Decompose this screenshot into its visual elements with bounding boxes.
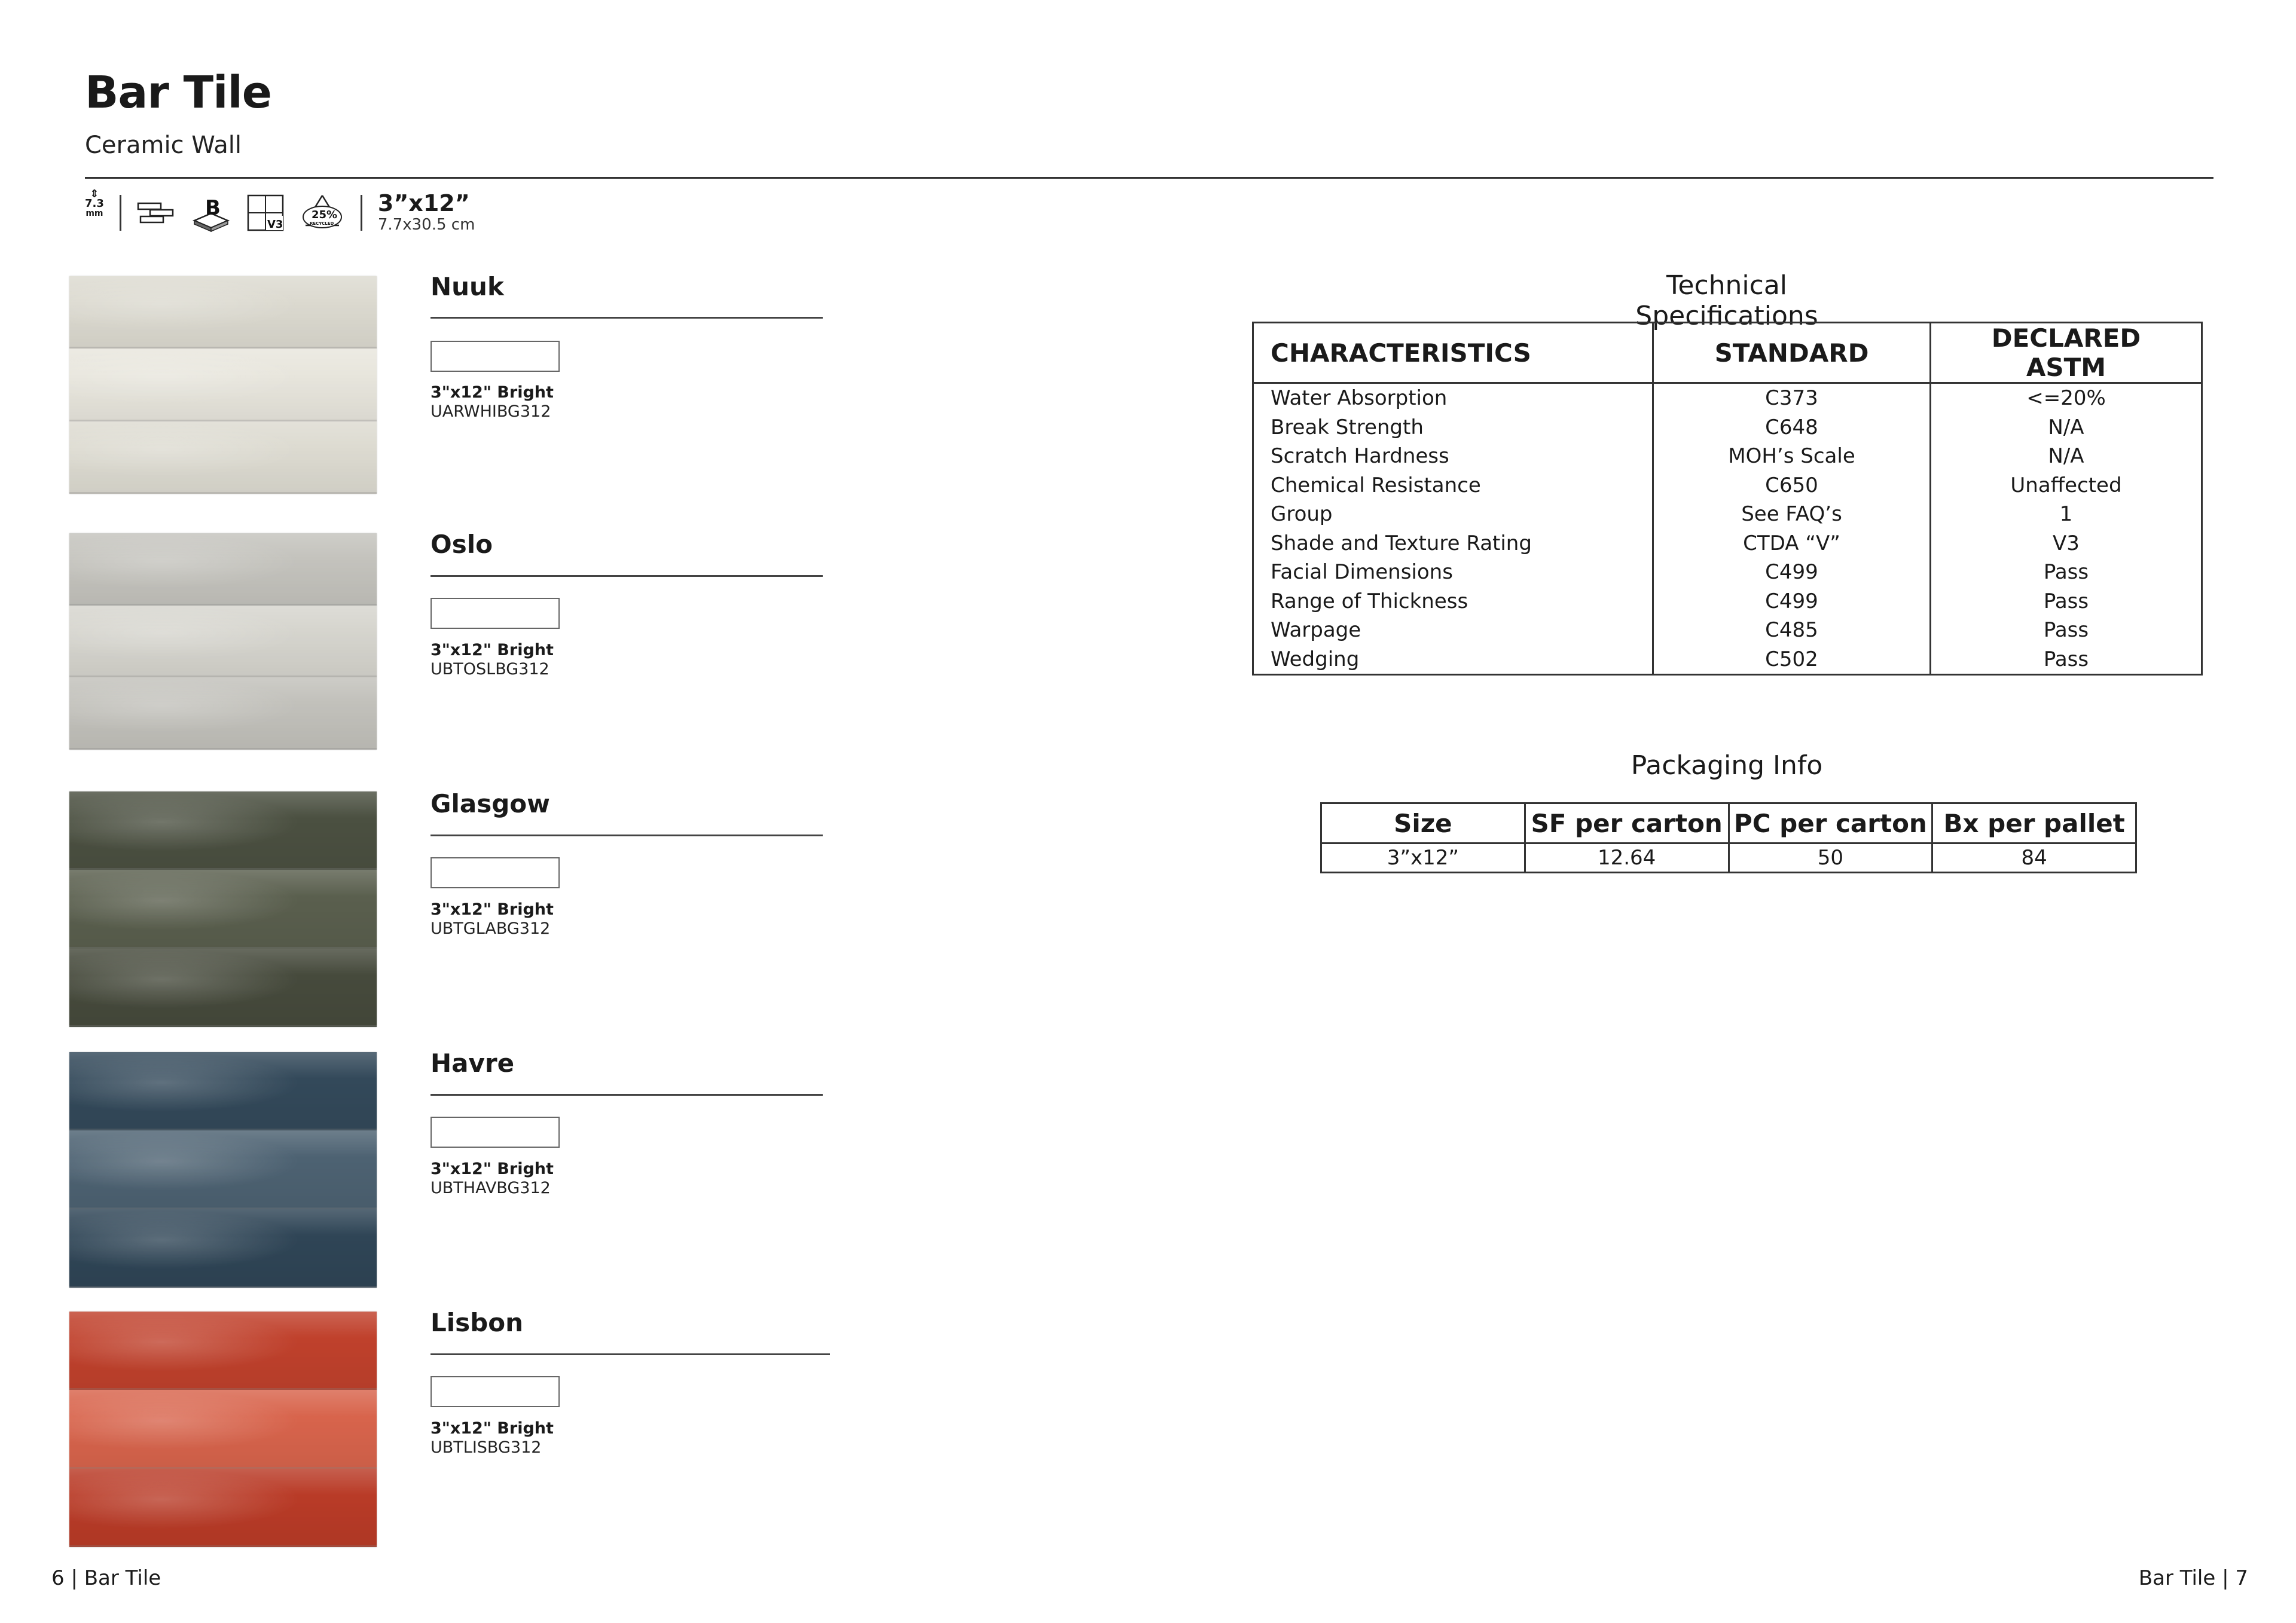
color-sample-box bbox=[430, 598, 560, 629]
column-header: CHARACTERISTICS bbox=[1253, 323, 1653, 383]
product-divider bbox=[430, 1353, 830, 1355]
product-divider bbox=[430, 317, 823, 319]
recycled-label: RECYCLED bbox=[309, 221, 334, 226]
product-name: Lisbon bbox=[430, 1308, 523, 1337]
column-header: STANDARD bbox=[1653, 323, 1931, 383]
tile-plank bbox=[69, 349, 377, 421]
table-cell: C499 bbox=[1653, 587, 1931, 616]
tile-swatch bbox=[69, 1312, 377, 1547]
product-finish: 3"x12" Bright bbox=[430, 383, 554, 402]
brick-pattern-icon bbox=[137, 190, 175, 236]
tile-plank bbox=[69, 606, 377, 678]
table-cell: Pass bbox=[1931, 587, 2202, 616]
product-name: Glasgow bbox=[430, 789, 550, 818]
table-cell: Facial Dimensions bbox=[1253, 558, 1653, 587]
product-code: UBTOSLBG312 bbox=[430, 660, 549, 678]
table-cell: Wedging bbox=[1253, 645, 1653, 675]
tile-plank bbox=[69, 1130, 377, 1209]
table-row bbox=[1253, 587, 2202, 616]
icon-separator bbox=[120, 195, 121, 231]
table-row bbox=[1253, 645, 2202, 675]
table-cell: Pass bbox=[1931, 558, 2202, 587]
tile-plank bbox=[69, 791, 377, 870]
tile-plank bbox=[69, 421, 377, 494]
tile-plank bbox=[69, 533, 377, 606]
tile-plank bbox=[69, 276, 377, 349]
table-row bbox=[1253, 616, 2202, 645]
thickness-unit: mm bbox=[86, 209, 103, 218]
product-divider bbox=[430, 835, 823, 836]
table-cell: CTDA “V” bbox=[1653, 529, 1931, 558]
table-header-row bbox=[1321, 803, 2136, 843]
product-icon-strip bbox=[85, 190, 475, 236]
table-row bbox=[1253, 529, 2202, 558]
tile-plank bbox=[69, 1469, 377, 1547]
table-cell: 84 bbox=[1932, 843, 2136, 873]
page-subtitle: Ceramic Wall bbox=[85, 132, 242, 159]
tile-plank bbox=[69, 677, 377, 750]
tile-swatch bbox=[69, 791, 377, 1027]
column-header: Size bbox=[1321, 803, 1525, 843]
tile-plank bbox=[69, 1052, 377, 1130]
table-row bbox=[1321, 843, 2136, 873]
table-cell: Water Absorption bbox=[1253, 383, 1653, 413]
table-row bbox=[1253, 442, 2202, 471]
product-name: Oslo bbox=[430, 530, 493, 559]
footer-page-left: 6 | Bar Tile bbox=[51, 1566, 161, 1590]
body-type-letter: B bbox=[204, 196, 221, 220]
table-cell: Warpage bbox=[1253, 616, 1653, 645]
table-cell: MOH’s Scale bbox=[1653, 442, 1931, 471]
table-cell: V3 bbox=[1931, 529, 2202, 558]
product-divider bbox=[430, 1094, 823, 1096]
shade-variation-icon bbox=[247, 190, 284, 236]
table-cell: 50 bbox=[1729, 843, 1932, 873]
body-type-icon bbox=[191, 190, 231, 236]
table-row bbox=[1253, 383, 2202, 413]
product-finish: 3"x12" Bright bbox=[430, 1160, 554, 1178]
column-header: SF per carton bbox=[1525, 803, 1729, 843]
table-cell: Unaffected bbox=[1931, 471, 2202, 500]
tile-plank bbox=[69, 870, 377, 948]
table-cell: Scratch Hardness bbox=[1253, 442, 1653, 471]
tile-plank bbox=[69, 1390, 377, 1468]
table-cell: See FAQ’s bbox=[1653, 500, 1931, 529]
table-cell: <=20% bbox=[1931, 383, 2202, 413]
column-header: DECLARED ASTM bbox=[1931, 323, 2202, 383]
column-header: PC per carton bbox=[1729, 803, 1932, 843]
shade-variation-label: V3 bbox=[267, 218, 283, 231]
product-finish: 3"x12" Bright bbox=[430, 641, 554, 659]
product-finish: 3"x12" Bright bbox=[430, 1419, 554, 1438]
size-imperial: 3”x12” bbox=[377, 190, 470, 216]
color-sample-box bbox=[430, 341, 560, 372]
table-row bbox=[1253, 500, 2202, 529]
tile-swatch bbox=[69, 1052, 377, 1288]
packaging-table bbox=[1320, 802, 2137, 873]
tile-plank bbox=[69, 949, 377, 1027]
table-cell: C499 bbox=[1653, 558, 1931, 587]
tech-specs-table bbox=[1252, 322, 2203, 676]
table-cell: C373 bbox=[1653, 383, 1931, 413]
table-cell: Chemical Resistance bbox=[1253, 471, 1653, 500]
table-cell: 1 bbox=[1931, 500, 2202, 529]
recycled-percent: 25% bbox=[311, 209, 337, 221]
tile-swatch bbox=[69, 533, 377, 750]
color-sample-box bbox=[430, 1117, 560, 1148]
icon-separator bbox=[361, 195, 362, 231]
size-block bbox=[378, 191, 475, 234]
footer-page-right: Bar Tile | 7 bbox=[2138, 1566, 2248, 1590]
table-cell: Group bbox=[1253, 500, 1653, 529]
table-cell: C650 bbox=[1653, 471, 1931, 500]
table-cell: Range of Thickness bbox=[1253, 587, 1653, 616]
page-title: Bar Tile bbox=[85, 67, 271, 118]
table-cell: 12.64 bbox=[1525, 843, 1729, 873]
table-cell: N/A bbox=[1931, 442, 2202, 471]
color-sample-box bbox=[430, 1376, 560, 1407]
column-header: Bx per pallet bbox=[1932, 803, 2136, 843]
table-cell: Pass bbox=[1931, 616, 2202, 645]
table-cell: Shade and Texture Rating bbox=[1253, 529, 1653, 558]
table-cell: Break Strength bbox=[1253, 413, 1653, 442]
product-divider bbox=[430, 575, 823, 577]
product-name: Nuuk bbox=[430, 272, 504, 301]
recycled-icon bbox=[300, 190, 345, 236]
tech-specs-title: Technical Specifications bbox=[1635, 270, 1818, 331]
size-metric: 7.7x30.5 cm bbox=[377, 216, 475, 234]
color-sample-box bbox=[430, 857, 560, 888]
table-cell: N/A bbox=[1931, 413, 2202, 442]
header-divider bbox=[85, 177, 2213, 179]
table-cell: 3”x12” bbox=[1321, 843, 1525, 873]
tile-swatch bbox=[69, 276, 377, 494]
thickness-icon: ⇕ 7.3 mm bbox=[85, 188, 104, 218]
tile-plank bbox=[69, 1312, 377, 1390]
product-finish: 3"x12" Bright bbox=[430, 900, 554, 919]
product-name: Havre bbox=[430, 1049, 515, 1078]
thickness-value: 7.3 bbox=[85, 197, 104, 210]
product-code: UBTHAVBG312 bbox=[430, 1179, 551, 1197]
product-code: UBTLISBG312 bbox=[430, 1438, 542, 1457]
table-row bbox=[1253, 413, 2202, 442]
table-cell: Pass bbox=[1931, 645, 2202, 675]
tile-plank bbox=[69, 1209, 377, 1288]
table-cell: C502 bbox=[1653, 645, 1931, 675]
table-cell: C485 bbox=[1653, 616, 1931, 645]
table-row bbox=[1253, 558, 2202, 587]
table-cell: C648 bbox=[1653, 413, 1931, 442]
table-header-row bbox=[1253, 323, 2202, 383]
table-row bbox=[1253, 471, 2202, 500]
product-code: UBTGLABG312 bbox=[430, 919, 551, 938]
packaging-title: Packaging Info bbox=[1631, 750, 1823, 781]
product-code: UARWHIBG312 bbox=[430, 402, 551, 421]
